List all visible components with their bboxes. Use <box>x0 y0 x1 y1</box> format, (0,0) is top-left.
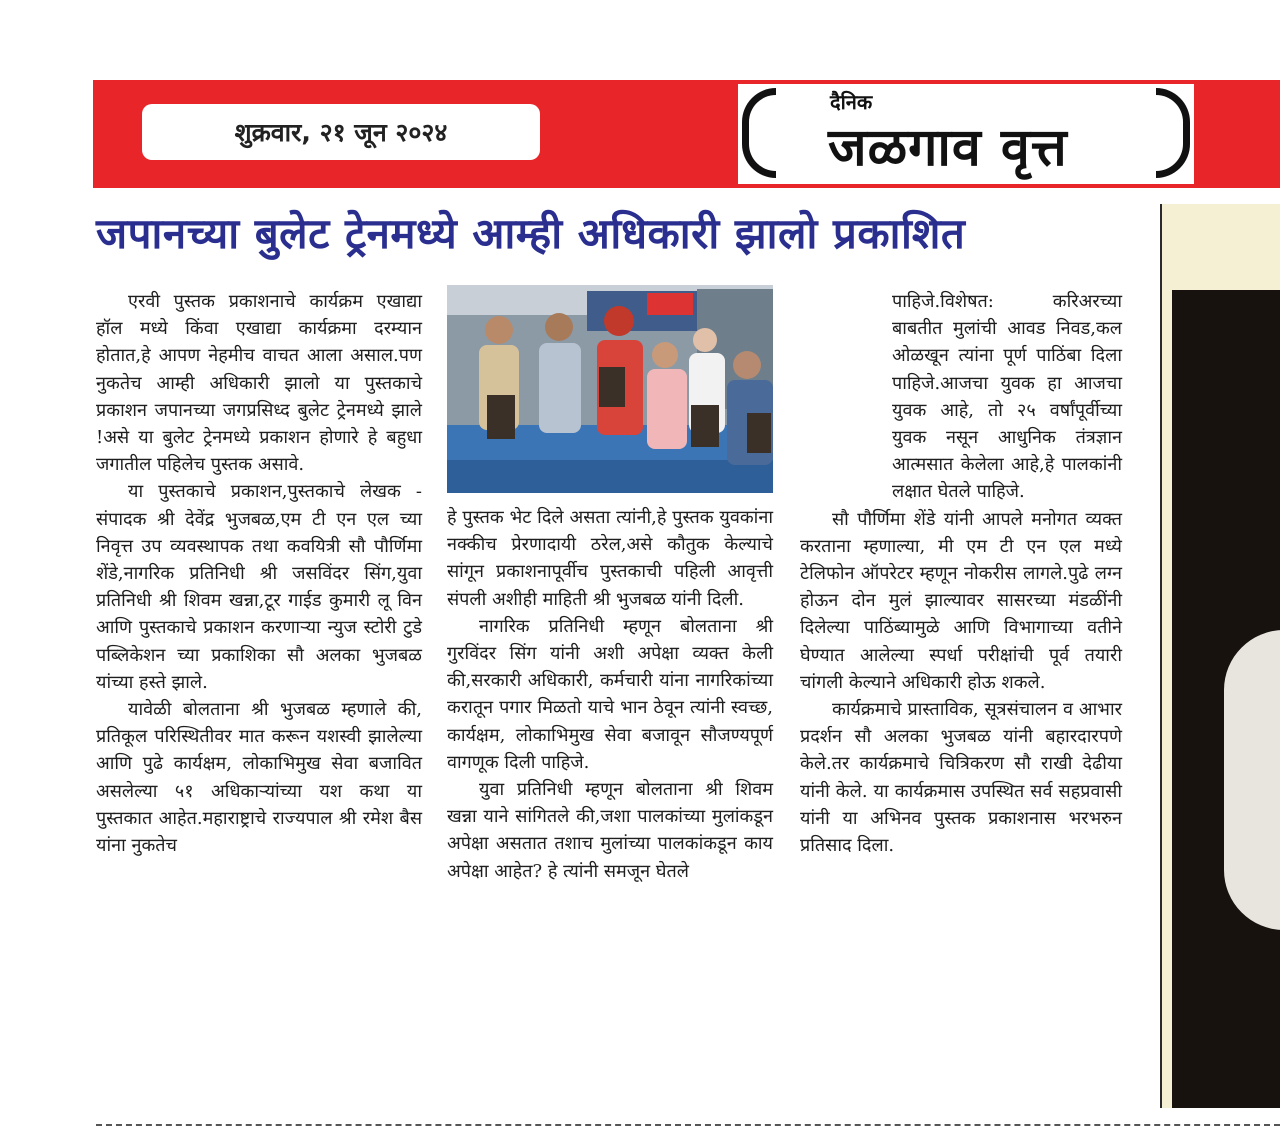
paragraph: युवा प्रतिनिधी म्हणून बोलताना श्री शिवम खन्ना याने सांगितले की,जशा पालकांच्या मुलांकडून अपेक्षा असतात तशाच मुलांच्या पालकांकडून काय अपेक्षा आहेत? हे त्यांनी समजून घेतले <box>447 779 773 882</box>
page-top-margin <box>0 0 1280 80</box>
article-headline: जपानच्या बुलेट ट्रेनमध्ये आम्ही अधिकारी झालो प्रकाशित <box>96 209 966 258</box>
paragraph: नागरिक प्रतिनिधी म्हणून बोलताना श्री गुरविंदर सिंग यांनी अशी अपेक्षा व्यक्त केली की,सरकारी अधिकारी, कर्मचारी यांना नागरिकांच्या करातून पगार मिळतो याचे भान ठेवून त्यांनी स्वच्छ, कार्यक्षम, लोकाभिमुख सेवा बजावून सौजण्यपूर्ण वागणूक दिली पाहिजे. <box>447 615 773 773</box>
article-column-2 <box>447 504 773 885</box>
logo-small-text: दैनिक <box>830 90 873 114</box>
logo-bracket-left <box>742 88 776 178</box>
article-column-1 <box>96 288 422 859</box>
photo-illustration <box>447 285 773 493</box>
issue-date: शुक्रवार, २१ जून २०२४ <box>142 104 540 160</box>
paragraph: पाहिजे.विशेषत: करिअरच्या बाबतीत मुलांची आवड निवड,कल ओळखून त्यांना पूर्ण पाठिंबा दिला पाहिजे.आजचा युवक हा आजचा युवक आहे, तो २५ वर्षांपूर्वीच्या युवक नसून आधुनिक तंत्रज्ञान आत्मसात केलेला आहे,हे पालकांनी लक्षात घेतले पाहिजे. <box>892 291 1122 503</box>
paragraph: यावेळी बोलताना श्री भुजबळ म्हणाले की, प्रतिकूल परिस्थितीवर मात करून यशस्वी झालेल्या आणि पुढे कार्यक्षम, लोकाभिमुख सेवा बजावित असलेल्या ५१ अधिकाऱ्यांच्या यश कथा या पुस्तकात आहेत.महाराष्ट्राचे राज्यपाल श्री रमेश बैस यांना नुकतेच <box>96 699 422 857</box>
paragraph: या पुस्तकाचे प्रकाशन,पुस्तकाचे लेखक - संपादक श्री देवेंद्र भुजबळ,एम टी एन एल च्या निवृत्त उप व्यवस्थापक तथा कवयित्री सौ पौर्णिमा शेंडे,नागरिक प्रतिनिधी श्री जसविंदर सिंग,युवा प्रतिनिधी श्री शिवम खन्ना,टूर गाईड कुमारी लू विन आणि पुस्तकाचे प्रकाशन करणाऱ्या न्युज स्टोरी टुडे पब्लिकेशन च्या प्रकाशिका सौ अलका भुजबळ यांच्या हस्ते झाले. <box>96 481 422 693</box>
event-photo <box>447 285 773 493</box>
section-divider <box>96 1124 1280 1126</box>
paragraph: एरवी पुस्तक प्रकाशनाचे कार्यक्रम एखाद्या हॉल मध्ये किंवा एखाद्या कार्यक्रमा दरम्यान होतात,हे आपण नेहमीच वाचत आला असाल.पण नुकतेच आम्ही अधिकारी झालो या पुस्तकाचे प्रकाशन जपानच्या जगप्रसिध्द बुलेट ट्रेनमध्ये झाले !असे या बुलेट ट्रेनमध्ये प्रकाशन होणारे हे बहुधा जगातील पहिलेच पुस्तक असावे. <box>96 291 422 476</box>
paragraph: हे पुस्तक भेट दिले असता त्यांनी,हे पुस्तक युवकांना नक्कीच प्रेरणादायी ठरेल,असे कौतुक केल्याचे सांगून प्रकाशनापूर्वीच पुस्तकाची पहिली आवृत्ती संपली अशीही माहिती श्री भुजबळ यांनी दिली. <box>447 507 773 610</box>
page-left-margin <box>0 80 93 1135</box>
paragraph: कार्यक्रमाचे प्रास्ताविक, सूत्रसंचालन व आभार प्रदर्शन सौ अलका भुजबळ यांनी बहारदारपणे केले.तर कार्यक्रमाचे चित्रिकरण सौ राखी देढीया यांनी केले. या कार्यक्रमास उपस्थित सर्व सहप्रवासी यांनी या अभिनव पुस्तक प्रकाशनास भरभरुन प्रतिसाद दिला. <box>800 699 1122 857</box>
adjacent-photo-figure <box>1224 630 1280 930</box>
logo-bracket-right <box>1156 88 1190 178</box>
article-column-3 <box>800 288 1122 859</box>
logo-title: जळगाव वृत्त <box>828 118 1068 178</box>
paragraph: सौ पौर्णिमा शेंडे यांनी आपले मनोगत व्यक्त करताना म्हणाल्या, मी एम टी एन एल मध्ये टेलिफोन ऑपरेटर म्हणून नोकरीस लागले.पुढे लग्न होऊन दोन मुलं झाल्यावर सासरच्या मंडळींनी दिलेल्या पाठिंब्यामुळे आणि विभागाच्या वतीने घेण्यात आलेल्या स्पर्धा परीक्षांची पूर्व तयारी चांगली केल्याने अधिकारी होऊ शकले. <box>800 508 1122 693</box>
newspaper-logo <box>738 84 1194 184</box>
